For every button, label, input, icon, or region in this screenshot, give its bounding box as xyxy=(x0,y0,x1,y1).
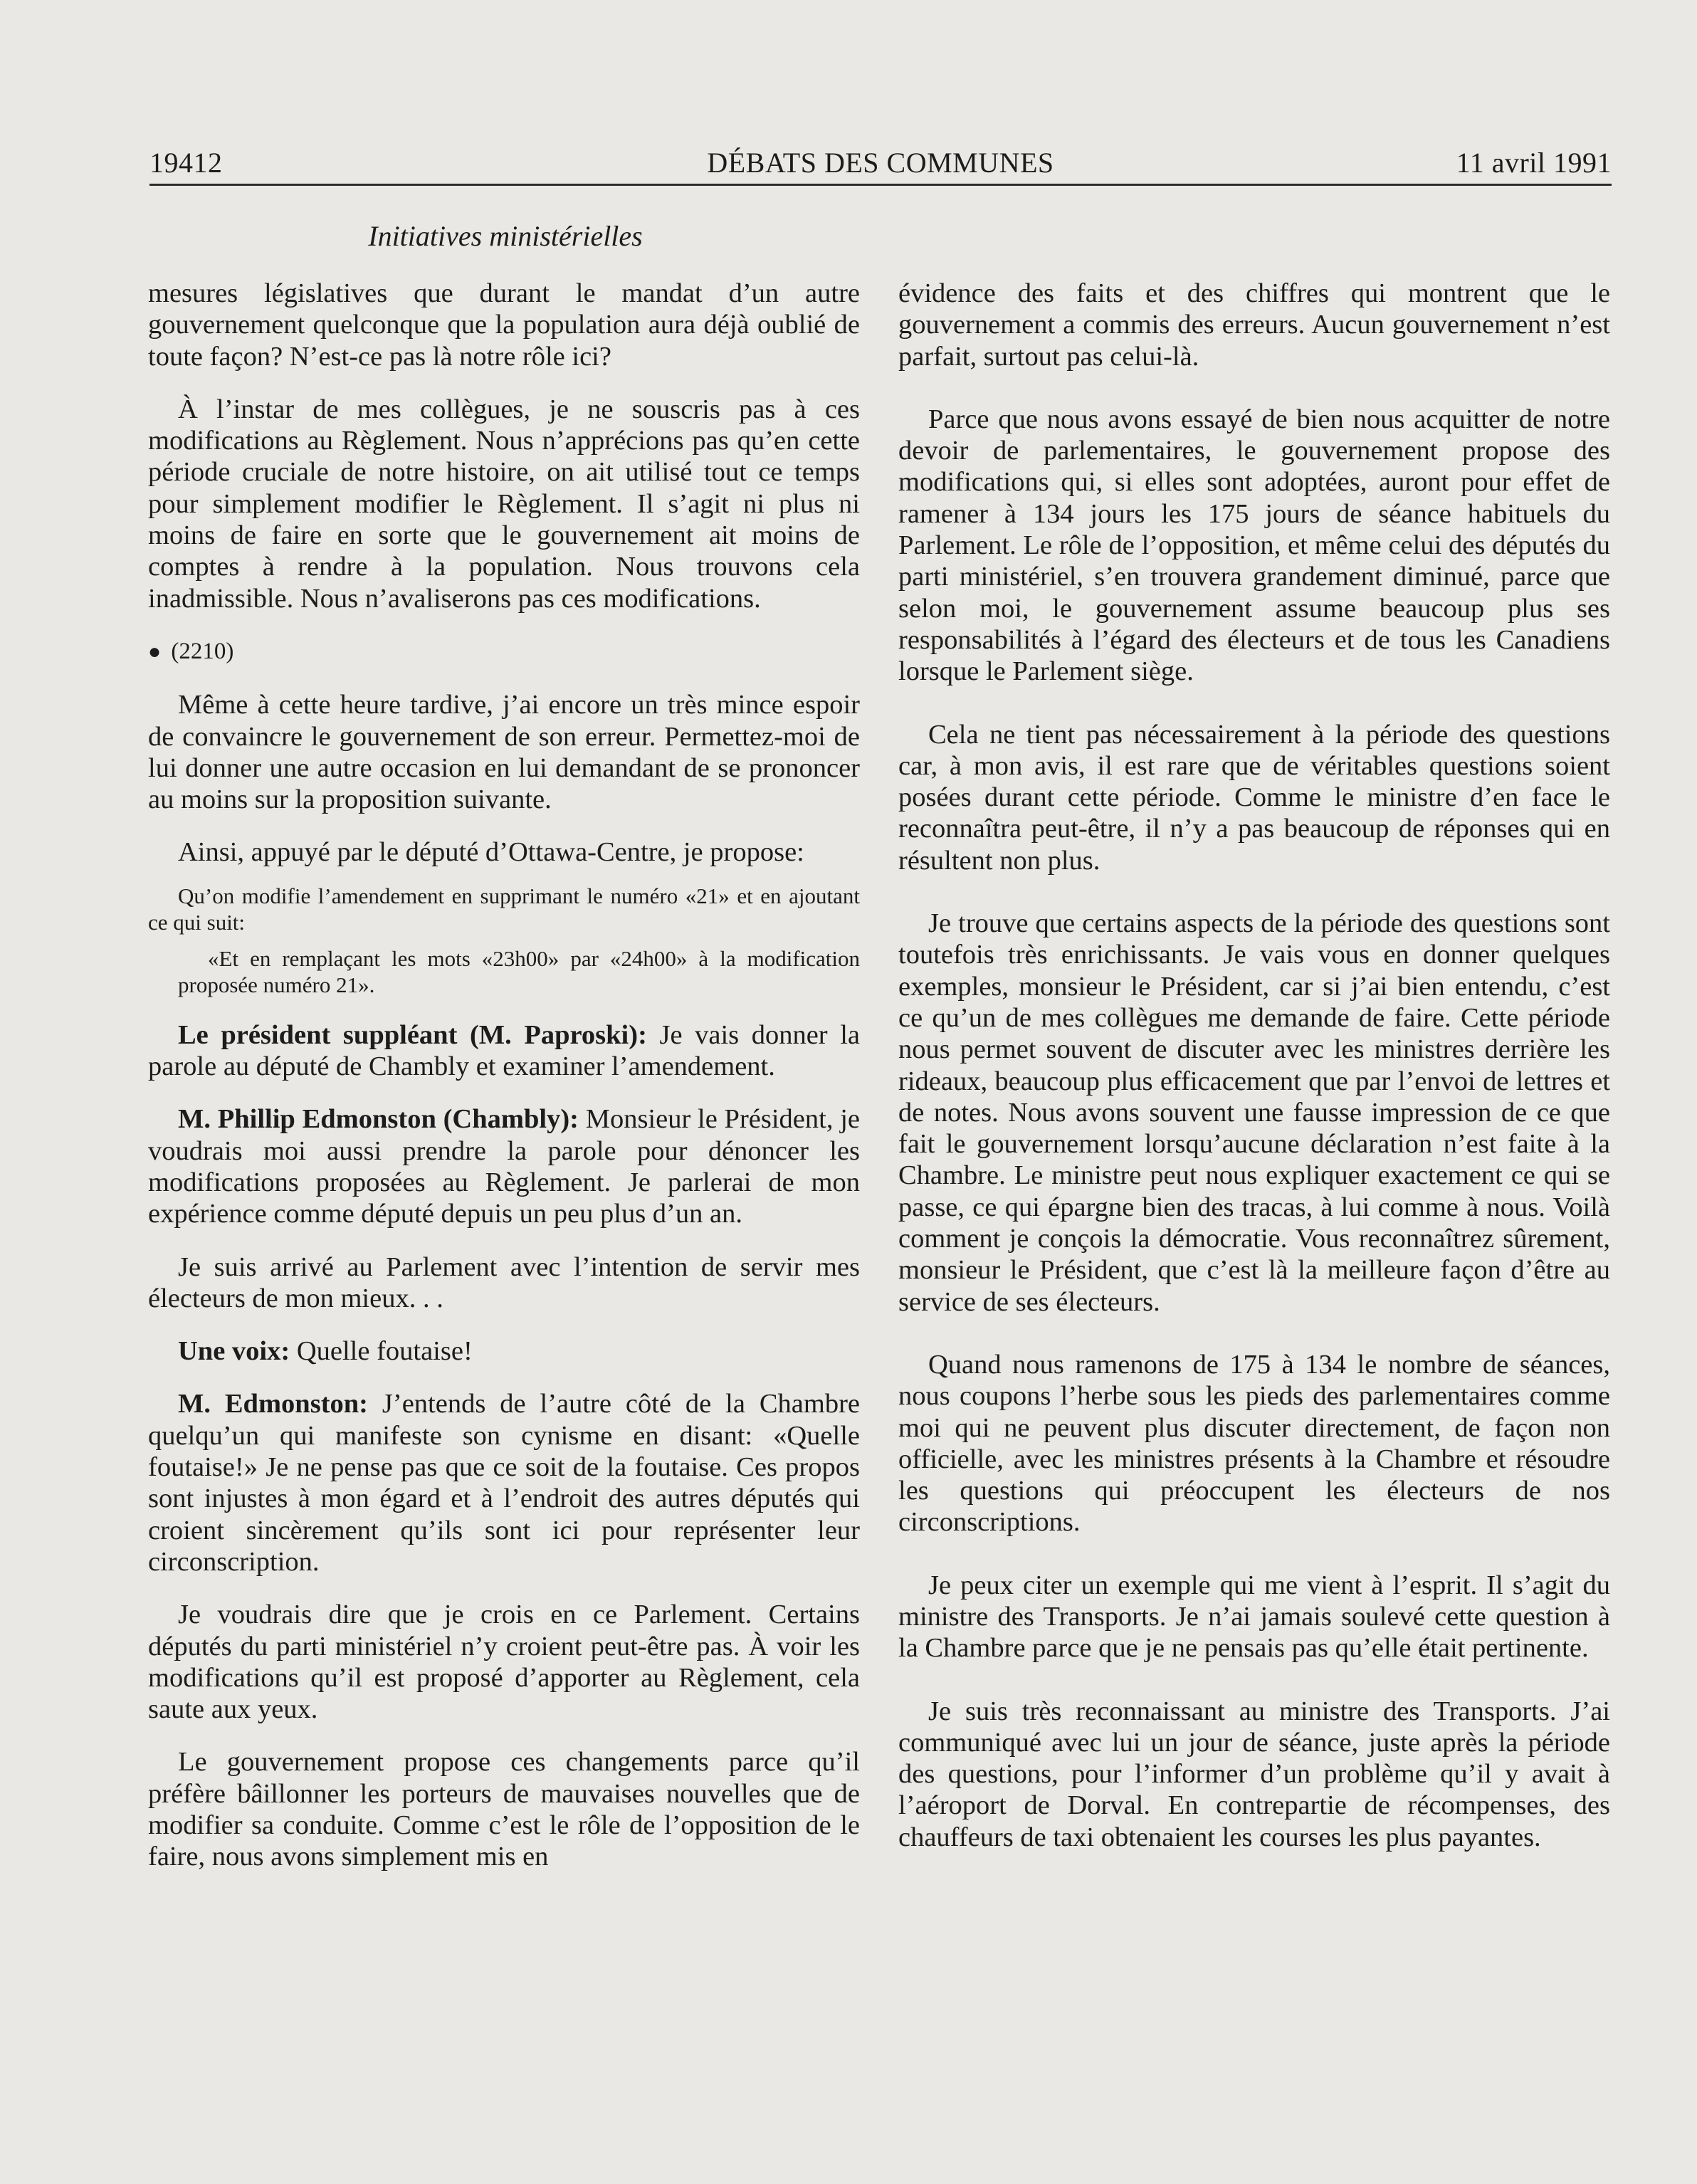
section-title: Initiatives ministérielles xyxy=(368,220,643,252)
speaker-name: Une voix: xyxy=(178,1336,290,1367)
time-stamp: (2210) xyxy=(171,638,234,664)
speech-text: Quelle foutaise! xyxy=(290,1336,473,1367)
speaker-name: M. Edmonston: xyxy=(178,1389,368,1419)
publication-title: DÉBATS DES COMMUNES xyxy=(707,147,1054,179)
speech xyxy=(148,1335,860,1367)
speech xyxy=(148,1388,860,1577)
speech xyxy=(148,1103,860,1229)
paragraph: Le gouvernement propose ces changements parce qu’il préfère bâillonner les porteurs de mauvaises nouvelles que de modifier sa conduite. Comme c’est le rôle de l’opposition de le faire, nous avons simplement mis en xyxy=(148,1747,860,1872)
motion-quote-amendment: «Et en remplaçant les mots «23h00» par «24h00» à la modification proposée numéro 21». xyxy=(178,945,860,997)
paragraph: Je peux citer un exemple qui me vient à l’esprit. Il s’agit du ministre des Transports. Je n’ai jamais soulevé cette question à la Chambre parce que je ne pensais pas qu’elle était pertinente. xyxy=(898,1570,1610,1664)
motion-quote: Qu’on modifie l’amendement en supprimant le numéro «21» et en ajoutant ce qui suit: xyxy=(148,883,860,935)
page-header xyxy=(149,142,1612,186)
publication-date: 11 avril 1991 xyxy=(1456,147,1612,179)
paragraph: Même à cette heure tardive, j’ai encore un très mince espoir de convaincre le gouvernement de son erreur. Permettez-moi de lui donner une autre occasion en lui demandant de se prononcer au moins sur la proposition suivante. xyxy=(148,690,860,815)
speech-text: J’entends de l’autre côté de la Chambre quelqu’un qui manifeste son cynisme en disant: «Quelle foutaise!» Je ne pense pas que ce soit de la foutaise. Ces propos sont injustes à mon égard et à l’endroit des autres députés qui croient sincèrement qu’ils sont ici pour représenter leur circonscription. xyxy=(148,1389,861,1577)
speech xyxy=(148,1019,860,1083)
paragraph: Je suis très reconnaissant au ministre des Transports. J’ai communiqué avec lui un jour de séance, juste après la période des questions, pour l’informer d’un problème qu’il y avait à l’aéroport de Dorval. En contrepartie de récompenses, des chauffeurs de taxi obtenaient les courses les plus payantes. xyxy=(898,1696,1610,1852)
paragraph: Quand nous ramenons de 175 à 134 le nombre de séances, nous coupons l’herbe sous les pieds des parlementaires comme moi qui ne peuvent plus discuter directement, de façon non officielle, avec les ministres présents à la Chambre et résoudre les questions qui préoccupent les électeurs de nos circonscriptions. xyxy=(898,1349,1610,1538)
paragraph: évidence des faits et des chiffres qui montrent que le gouvernement a commis des erreurs. Aucun gouvernement n’est parfait, surtout pas celui-là. xyxy=(898,278,1610,372)
paragraph: mesures législatives que durant le mandat d’un autre gouvernement quelconque que la population aura déjà oublié de toute façon? N’est-ce pas là notre rôle ici? xyxy=(148,278,860,372)
left-column xyxy=(148,278,860,1894)
paragraph: Parce que nous avons essayé de bien nous acquitter de notre devoir de parlementaires, le gouvernement propose des modifications qui, si elles sont adoptées, auront pour effet de ramener à 134 jours les 175 jours de séance habituels du Parlement. Le rôle de l’opposition, et même celui des députés du parti ministériel, s’en trouvera grandement diminué, parce que selon moi, le gouvernement assume beaucoup plus ses responsabilités à l’égard des électeurs et de tous les Canadiens lorsque le Parlement siège. xyxy=(898,404,1610,687)
paragraph: Ainsi, appuyé par le député d’Ottawa-Centre, je propose: xyxy=(178,837,804,868)
paragraph: Cela ne tient pas nécessairement à la période des questions car, à mon avis, il est rare que de véritables questions soient posées durant cette période. Comme le ministre d’en face le reconnaîtra peut-être, il n’y a pas beaucoup de réponses qui en résultent non plus. xyxy=(898,719,1610,876)
paragraph: À l’instar de mes collègues, je ne souscris pas à ces modifications au Règlement. Nous n’apprécions pas qu’en cette période cruciale de notre histoire, on ait utilisé tout ce temps pour simplement modifier le Règlement. Il s’agit ni plus ni moins de faire en sorte que le gouvernement ait moins de comptes à rendre à la population. Nous trouvons cela inadmissible. Nous n’avaliserons pas ces modifications. xyxy=(148,394,860,614)
time-marker xyxy=(148,636,860,668)
paragraph: Je suis arrivé au Parlement avec l’intention de servir mes électeurs de mon mieux. . . xyxy=(148,1251,860,1313)
page-number: 19412 xyxy=(149,147,223,179)
bullet-icon: ● xyxy=(148,639,162,663)
speech-text: Je vais donner la parole au député de Chambly et examiner l’amendement. xyxy=(148,1019,860,1082)
paragraph: Je trouve que certains aspects de la période des questions sont toutefois très enrichissants. Je vais vous en donner quelques exemples, monsieur le Président, car si j’ai bien entendu, c’est ce qu’un de mes collègues me demande de faire. Cette période nous permet souvent de discuter avec les ministres derrière les rideaux, beaucoup plus efficacement que par l’envoi de lettres et de notes. Nous avons souvent une fausse impression de ce que fait le gouvernement lorsqu’aucune déclaration n’est faite à la Chambre. Le ministre peut nous expliquer exactement ce qui se passe, ce qui épargne bien des tracas, à lui comme à nous. Voilà comment je conçois la démocratie. Vous reconnaîtrez sûrement, monsieur le Président, que c’est là la meilleure façon d’être au service de ses électeurs. xyxy=(898,908,1610,1317)
paragraph: Je voudrais dire que je crois en ce Parlement. Certains députés du parti ministériel n’y croient peut-être pas. À voir les modifications qu’il est proposé d’apporter au Règlement, cela saute aux yeux. xyxy=(148,1600,860,1725)
speaker-name: M. Phillip Edmonston (Chambly): xyxy=(178,1104,579,1135)
speaker-name: Le président suppléant (M. Paproski): xyxy=(178,1019,647,1050)
right-column xyxy=(898,278,1610,1884)
speech-text: Monsieur le Président, je voudrais moi aussi prendre la parole pour dénoncer les modifications proposées au Règlement. Je parlerai de mon expérience comme député depuis un peu plus d’un an. xyxy=(148,1104,860,1229)
